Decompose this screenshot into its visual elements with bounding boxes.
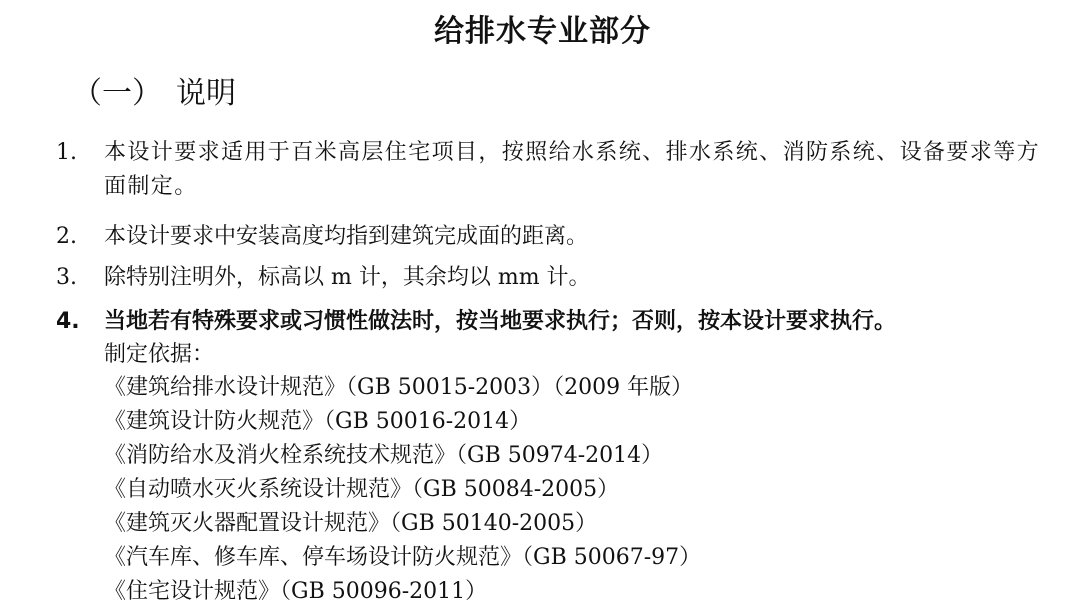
document-title: 给排水专业部分	[434, 14, 651, 49]
list-item-number: 3.	[56, 265, 77, 290]
list-item-text: 除特别注明外，标高以 m 计，其余均以 mm 计。	[104, 265, 591, 290]
reference-item: 《自动喷水灭火系统设计规范》（GB 50084-2005）	[104, 477, 620, 502]
list-item-number: 4.	[56, 309, 80, 334]
list-item-number: 2.	[56, 224, 77, 249]
list-item-text: 本设计要求适用于百米高层住宅项目，按照给水系统、排水系统、消防系统、设备要求等方面制定。	[104, 140, 1041, 199]
section-heading	[72, 72, 236, 116]
reference-item: 《建筑设计防火规范》（GB 50016-2014）	[104, 409, 532, 434]
reference-item: 《建筑灭火器配置设计规范》（GB 50140-2005）	[104, 511, 598, 536]
basis-label: 制定依据：	[104, 342, 215, 367]
reference-list	[104, 371, 701, 609]
section-marker: （一）	[72, 76, 162, 111]
reference-item: 《住宅设计规范》（GB 50096-2011）	[104, 579, 488, 604]
reference-item: 《汽车库、修车库、停车场设计防火规范》（GB 50067-97）	[104, 545, 702, 570]
section-label: 说明	[176, 76, 236, 111]
list-item-number: 1.	[56, 140, 77, 165]
list-item-text: 本设计要求中安装高度均指到建筑完成面的距离。	[104, 224, 589, 249]
reference-item: 《建筑给排水设计规范》（GB 50015-2003）（2009 年版）	[104, 375, 694, 400]
list-item-text: 当地若有特殊要求或习惯性做法时，按当地要求执行；否则，按本设计要求执行。	[104, 309, 897, 334]
reference-item: 《消防给水及消火栓系统技术规范》（GB 50974-2014）	[104, 443, 664, 468]
